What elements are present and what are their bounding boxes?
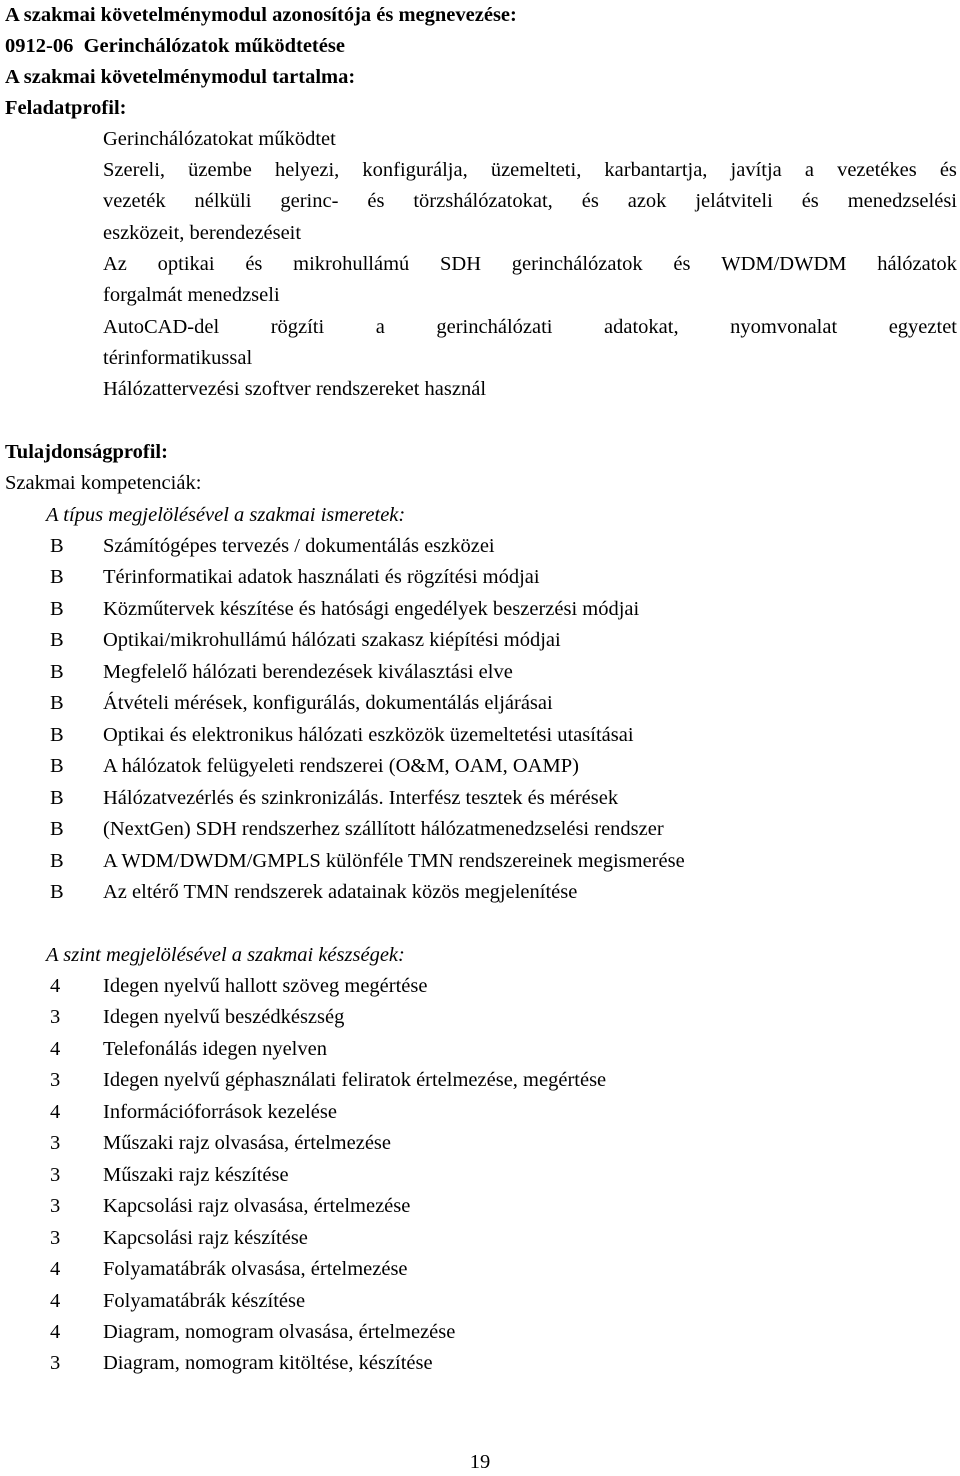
competencies-label: Szakmai kompetenciák: [5,472,202,494]
module-title-heading: A szakmai követelménymodul azonosítója és megnevezése: [5,4,517,26]
skill-item [0,1255,960,1283]
knowledge-item [0,595,960,623]
word: a [804,159,814,181]
word: optikai [157,253,215,275]
knowledge-item-text: A WDM/DWDM/GMPLS különféle TMN rendszereinek megismerése [103,849,685,872]
knowledge-item-text: Térinformatikai adatok használati és rögzítési módjai [103,566,540,589]
skill-item [0,1066,960,1094]
knowledge-item [0,847,960,875]
skill-item-code: 4 [50,1320,61,1343]
word: adatokat, [604,316,679,338]
knowledge-item-code: B [50,880,64,903]
skill-item-code: 3 [50,1163,61,1186]
word: üzembe [188,159,252,181]
word: és [581,190,599,212]
word: a [375,316,385,338]
knowledge-item-text: Hálózatvezérlés és szinkronizálás. Interfész tesztek és mérések [103,786,619,809]
skill-item [0,1192,960,1220]
word: nélküli [194,190,252,212]
knowledge-item [0,563,960,591]
knowledge-item [0,784,960,812]
word: rögzíti [270,316,325,338]
knowledge-item-code: B [50,818,64,841]
task-profile-heading: Feladatprofil: [5,97,127,119]
skill-item-text: Kapcsolási rajz olvasása, értelmezése [103,1195,411,1218]
word: egyeztet [888,316,957,338]
word: törzshálózatokat, [413,190,553,212]
skill-item-code: 3 [50,1006,61,1029]
skill-item-text: Diagram, nomogram olvasása, értelmezése [103,1320,456,1343]
word: Szereli, [103,159,166,181]
module-code: 0912-06 [5,35,74,57]
property-profile-heading: Tulajdonságprofil: [5,441,168,463]
skill-item-code: 4 [50,1037,61,1060]
page-number: 19 [469,1451,491,1473]
task-line-3 [103,187,957,215]
knowledge-item-code: B [50,566,64,589]
skill-item [0,1003,960,1031]
skill-item [0,1318,960,1346]
skill-item-text: Idegen nyelvű géphasználati feliratok értelmezése, megértése [103,1069,607,1092]
skill-item-text: Idegen nyelvű beszédkészség [103,1006,345,1029]
skill-item-code: 4 [50,1258,61,1281]
skill-item-text: Műszaki rajz készítése [103,1163,289,1186]
knowledge-item-code: B [50,535,64,557]
word: jelátviteli [695,190,773,212]
knowledge-item-code: B [50,597,64,620]
skill-item-text: Folyamatábrák olvasása, értelmezése [103,1258,408,1281]
skill-item-code: 3 [50,1352,61,1375]
module-identifier [5,32,345,60]
knowledge-item [0,878,960,906]
knowledge-item [0,815,960,843]
skill-item [0,1349,960,1377]
module-content-heading: A szakmai követelménymodul tartalma: [5,66,356,88]
knowledge-item-code: B [50,723,64,746]
module-name: Gerinchálózatok működtetése [83,35,345,57]
skill-item-code: 3 [50,1226,61,1249]
word: javítja [730,159,782,181]
task-line-8: térinformatikussal [103,347,253,369]
word: SDH [440,253,482,275]
word: mikrohullámú [293,253,410,275]
word: Az [103,253,127,275]
word: gerinc- [280,190,339,212]
skill-item-code: 3 [50,1069,61,1092]
skill-item-code: 4 [50,975,61,997]
word: és [245,253,263,275]
knowledge-item-text: Közműtervek készítése és hatósági engedélyek beszerzési módjai [103,597,640,620]
knowledge-item-code: B [50,629,64,652]
word: gerinchálózati [436,316,553,338]
word: üzemelteti, [490,159,582,181]
skill-item-text: Információforrások kezelése [103,1100,337,1123]
task-line-4: eszközeit, berendezéseit [103,222,302,244]
word: vezetékes [837,159,917,181]
word: azok [627,190,667,212]
task-line-5 [103,250,957,278]
task-line-2 [103,156,957,184]
skill-item [0,1129,960,1157]
word: helyezi, [274,159,340,181]
task-line-9: Hálózattervezési szoftver rendszereket használ [103,378,487,400]
knowledge-item-text: Optikai és elektronikus hálózati eszközök üzemeltetési utasításai [103,723,634,746]
knowledge-item [0,626,960,654]
task-line-1: Gerinchálózatokat működtet [103,128,336,150]
word: WDM/DWDM [721,253,847,275]
skill-item-code: 3 [50,1132,61,1155]
knowledge-item-text: A hálózatok felügyeleti rendszerei (O&M, OAM, OAMP) [103,755,579,778]
skill-item-code: 4 [50,1289,61,1312]
knowledge-item [0,689,960,717]
word: és [367,190,385,212]
skill-item-code: 3 [50,1195,61,1218]
skill-item-text: Műszaki rajz olvasása, értelmezése [103,1132,392,1155]
knowledge-item-code: B [50,692,64,715]
word: konfigurálja, [362,159,468,181]
skill-item-text: Diagram, nomogram kitöltése, készítése [103,1352,433,1375]
word: és [801,190,819,212]
knowledge-item-text: Optikai/mikrohullámú hálózati szakasz kiépítési módjai [103,629,561,652]
word: hálózatok [877,253,957,275]
skill-item [0,1161,960,1189]
skill-item [0,1035,960,1063]
word: és [673,253,691,275]
knowledge-item-code: B [50,849,64,872]
word: menedzselési [847,190,957,212]
skill-item-code: 4 [50,1100,61,1123]
knowledge-item [0,658,960,686]
word: nyomvonalat [730,316,838,338]
knowledge-item-text: Megfelelő hálózati berendezések kiválasztási elve [103,660,513,683]
knowledge-item [0,721,960,749]
knowledge-item [0,532,960,560]
knowledge-item-text: Átvételi mérések, konfigurálás, dokumentálás eljárásai [103,692,553,715]
word: vezeték [103,190,166,212]
knowledge-item-code: B [50,786,64,809]
knowledge-item-text: Az eltérő TMN rendszerek adatainak közös megjelenítése [103,880,578,903]
skill-item-text: Folyamatábrák készítése [103,1289,306,1312]
skill-item [0,1224,960,1252]
knowledge-item [0,752,960,780]
knowledge-item-text: (NextGen) SDH rendszerhez szállított hálózatmenedzselési rendszer [103,818,664,841]
word: karbantartja, [604,159,708,181]
skill-item-text: Idegen nyelvű hallott szöveg megértése [103,975,428,997]
task-line-7 [103,313,957,341]
skill-item [0,972,960,1000]
knowledge-item-code: B [50,660,64,683]
knowledge-item-text: Számítógépes tervezés / dokumentálás eszközei [103,535,495,557]
skill-item-text: Kapcsolási rajz készítése [103,1226,308,1249]
word: gerinchálózatok [511,253,643,275]
skill-item [0,1098,960,1126]
skill-item-text: Telefonálás idegen nyelven [103,1037,327,1060]
knowledge-heading: A típus megjelölésével a szakmai ismeretek: [46,504,406,526]
word: AutoCAD-del [103,316,220,338]
skill-item [0,1287,960,1315]
knowledge-item-code: B [50,755,64,778]
skills-heading: A szint megjelölésével a szakmai készségek: [46,944,405,966]
word: és [939,159,957,181]
task-line-6: forgalmát menedzseli [103,284,280,306]
